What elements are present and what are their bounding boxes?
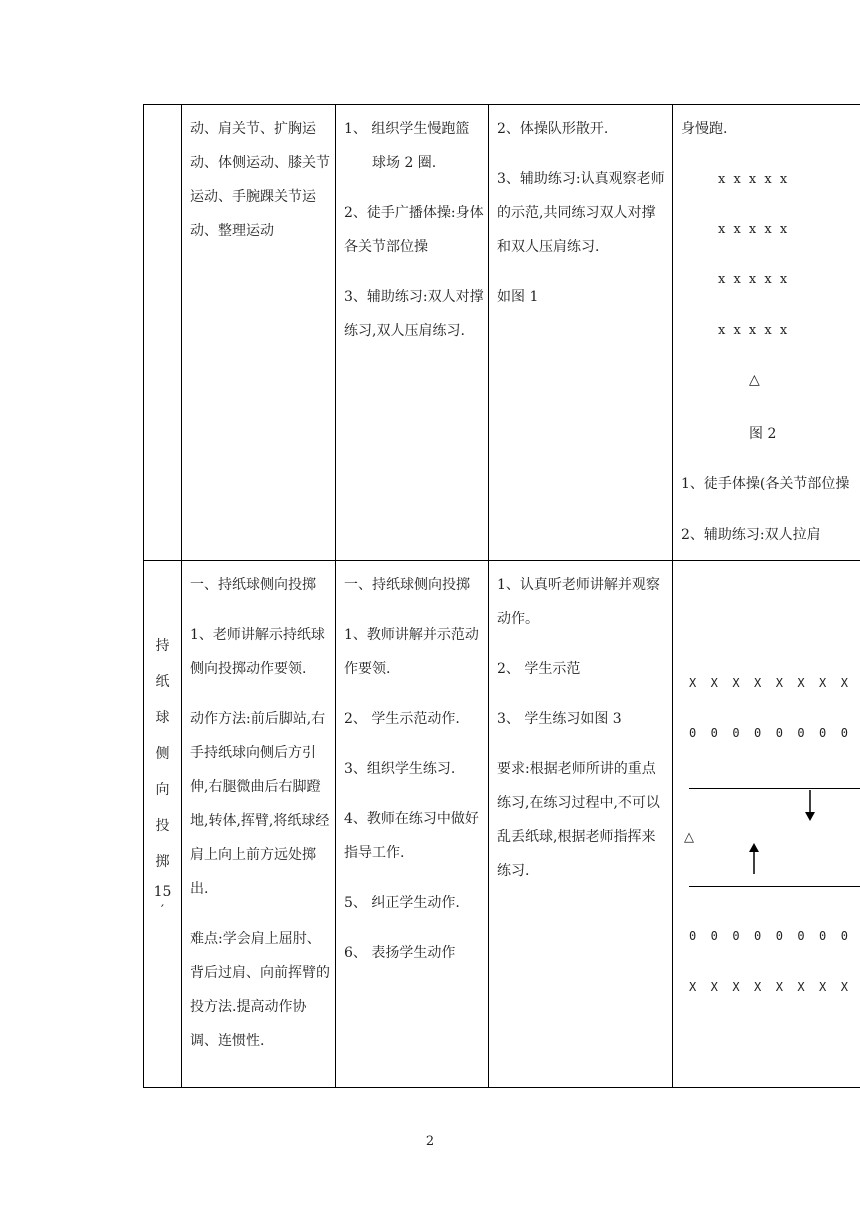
row1-formation-text-2: 1、徒手体操(各关节部位操	[681, 476, 850, 492]
arrow-down-icon	[804, 790, 816, 822]
table-col-divider-2	[335, 104, 336, 1088]
field-line-bottom	[689, 886, 860, 887]
row1-content-text: 动、肩关节、扩胸运动、体侧运动、膝关节运动、手腕踝关节运动、整理运动	[190, 121, 330, 239]
row1-formation-text-3: 2、辅助练习:双人拉肩	[681, 527, 821, 543]
row1-student-item-3: 如图 1	[497, 289, 539, 305]
vertical-label-char: 球	[155, 710, 170, 726]
formation-x-row-bottom: X X X X X X X X	[689, 980, 848, 994]
formation-row: x x x x x	[718, 222, 788, 237]
row2-teacher-item-2: 1、教师讲解并示范动作要领.	[344, 627, 479, 677]
teacher-triangle-icon: △	[684, 830, 694, 845]
vertical-label-char: 向	[155, 782, 170, 798]
vertical-label-char: 持	[155, 638, 170, 654]
teacher-triangle-icon: △	[749, 372, 760, 388]
row2-student-item-2: 2、 学生示范	[497, 661, 581, 677]
row1-teacher-cell	[344, 112, 484, 364]
row1-teacher-item-3: 3、辅助练习:双人对撑练习,双人压肩练习.	[344, 289, 484, 339]
row1-student-cell	[497, 112, 669, 330]
row2-teacher-item-1: 一、持纸球侧向投掷	[344, 577, 470, 593]
formation-row: x x x x x	[718, 323, 788, 338]
row2-teacher-cell	[344, 568, 484, 986]
row2-teacher-item-3: 2、 学生示范动作.	[344, 711, 460, 727]
row2-content-item-4: 难点:学会肩上屈肘、背后过肩、向前挥臂的投方法.提高动作协调、连惯性.	[190, 931, 330, 1049]
row2-student-item-1: 1、认真听老师讲解并观察动作。	[497, 577, 660, 627]
table-top-border	[143, 104, 860, 105]
formation-o-row-bottom: 0 0 0 0 0 0 0 0	[689, 929, 848, 943]
row1-content-cell	[190, 112, 330, 264]
section-vertical-label	[144, 628, 181, 924]
row1-teacher-item-2: 2、徒手广播体操:身体各关节部位操	[344, 205, 484, 255]
row1-formation-cell	[681, 112, 860, 162]
row1-formation-text-1: 身慢跑.	[681, 121, 728, 137]
row1-teacher-item-1b: 球场 2 圈.	[372, 155, 437, 171]
row2-content-item-2: 1、老师讲解示持纸球侧向投掷动作要领.	[190, 627, 325, 677]
row2-teacher-item-4: 3、组织学生练习.	[344, 761, 456, 777]
formation-o-row-top: 0 0 0 0 0 0 0 0	[689, 726, 848, 740]
vertical-label-char: 侧	[155, 746, 170, 762]
row2-student-item-4: 要求:根据老师所讲的重点练习,在练习过程中,不可以乱丢纸球,根据老师指挥来练习.	[497, 761, 660, 879]
formation-x-row-top: X X X X X X X X	[689, 676, 848, 690]
vertical-label-char: ′	[160, 903, 165, 919]
formation-row: x x x x x	[718, 172, 788, 187]
table-col-divider-1	[181, 104, 182, 1088]
vertical-label-char: 15	[153, 884, 172, 900]
table-bottom-border	[143, 1087, 860, 1088]
row2-content-item-1: 一、持纸球侧向投掷	[190, 577, 316, 593]
table-left-border	[143, 104, 144, 1088]
field-line-top	[689, 788, 860, 789]
row2-teacher-item-6: 5、 纠正学生动作.	[344, 895, 460, 911]
row2-content-item-3: 动作方法:前后脚站,右手持纸球向侧后方引伸,右腿微曲后右脚蹬地,转体,挥臂,将纸球经肩上向上前方远处掷出.	[190, 711, 330, 897]
row2-teacher-item-7: 6、 表扬学生动作	[344, 945, 456, 961]
formation-row: x x x x x	[718, 272, 788, 287]
row2-student-cell	[497, 568, 669, 904]
vertical-label-char: 投	[155, 818, 170, 834]
row1-teacher-item-1a: 1、 组织学生慢跑篮	[344, 121, 470, 137]
row2-teacher-item-5: 4、教师在练习中做好指导工作.	[344, 811, 479, 861]
arrow-up-icon	[748, 842, 760, 874]
figure-caption: 图 2	[749, 426, 777, 442]
row2-content-cell	[190, 568, 332, 1074]
table-col-divider-3	[488, 104, 489, 1088]
row1-student-item-1: 2、体操队形散开.	[497, 121, 609, 137]
page-number: 2	[425, 1134, 435, 1149]
table-col-divider-4	[672, 104, 673, 1088]
vertical-label-char: 纸	[155, 674, 170, 690]
table-row-divider	[143, 560, 860, 561]
row1-student-item-2: 3、辅助练习:认真观察老师的示范,共同练习双人对撑和双人压肩练习.	[497, 171, 665, 255]
row2-student-item-3: 3、 学生练习如图 3	[497, 711, 622, 727]
vertical-label-char: 掷	[155, 854, 170, 870]
